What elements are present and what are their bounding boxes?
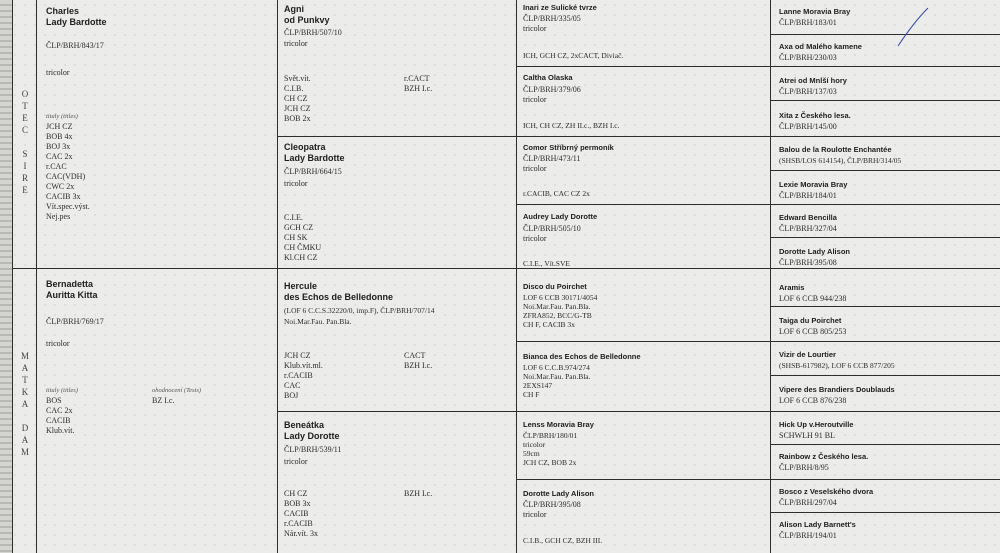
ggp-line: 59cm	[523, 449, 540, 458]
gggp1-name: Axa od Malého kamene	[779, 42, 862, 51]
ggp7-lines	[523, 500, 581, 520]
gp3-color: tricolor	[284, 457, 308, 466]
title-item: Klub.vít.	[46, 426, 75, 435]
ggp-line: ČLP/BRH/505/10	[523, 224, 581, 233]
title-item: JCH CZ	[46, 122, 73, 131]
ggp-line: tricolor	[523, 510, 547, 519]
title-item: r.CACIB	[284, 519, 313, 528]
title-item: BOJ 3x	[46, 142, 71, 151]
sire-letter: S	[22, 149, 28, 159]
gp1-name-1: Cleopatra	[284, 142, 326, 152]
gp0-titles-left	[284, 74, 311, 124]
ggp-line: tricolor	[523, 95, 547, 104]
ggp-line: LOF 6 CCB 30171/4054	[523, 293, 598, 302]
gp2-reg: (LOF 6 C.C.S.32220/0, imp.F), ČLP/BRH/707/14	[284, 306, 435, 315]
dam-titles-heading: tituly (titles)	[46, 387, 78, 394]
dam-reg: ČLP/BRH/769/17	[46, 317, 104, 326]
dam-letter: A	[21, 363, 29, 373]
title-item: CAC 2x	[46, 406, 73, 415]
ggp0-lines	[523, 14, 581, 34]
dam-eval: BZ I.c.	[152, 396, 175, 405]
title-item: GCH CZ	[284, 223, 314, 232]
dam-titles	[46, 396, 74, 436]
grandparent-divider-1	[277, 136, 1000, 137]
gggp7-name: Dorotte Lady Alison	[779, 247, 850, 256]
gggp-divider-4	[770, 237, 1000, 238]
gggp2-reg: ČLP/BRH/137/03	[779, 87, 837, 96]
label-column-line	[36, 0, 37, 553]
gp0-titles-right	[404, 74, 432, 94]
title-item: JCH CZ	[284, 104, 311, 113]
sire-letter: R	[21, 173, 28, 183]
title-item: r.CACT	[404, 74, 430, 83]
gggp-divider-7	[770, 444, 1000, 445]
title-item: BOB 3x	[284, 499, 311, 508]
gp3-reg: ČLP/BRH/539/11	[284, 445, 342, 454]
gggp14-reg: ČLP/BRH/297/04	[779, 498, 837, 507]
title-item: JCH CZ	[284, 351, 311, 360]
gp2-name-2: des Echos de Belledonne	[284, 292, 394, 302]
dam-name-1: Bernadetta	[46, 279, 94, 289]
gggp-divider-5	[770, 306, 1000, 307]
title-item: BZH I.c.	[404, 489, 433, 498]
gggp1-reg: ČLP/BRH/230/03	[779, 53, 837, 62]
title-item: CACIB 3x	[46, 192, 81, 201]
title-item: C.I.E.	[284, 213, 303, 222]
sire-letter: T	[22, 101, 28, 111]
gggp4-name: Balou de la Roulotte Enchantée	[779, 145, 892, 154]
title-item: Klub.vít.ml.	[284, 361, 323, 370]
gggp6-name: Edward Bencilla	[779, 213, 837, 222]
gp0-name-1: Agni	[284, 4, 304, 14]
title-item: BOS	[46, 396, 62, 405]
title-item: Vít.spec.výst.	[46, 202, 90, 211]
gggp0-name: Lanne Moravia Bray	[779, 7, 851, 16]
title-item: BZH I.c.	[404, 361, 433, 370]
sire-titles-heading: tituly (titles)	[46, 113, 78, 120]
grandparent-divider-2	[277, 411, 1000, 412]
gggp11-reg: LOF 6 CCB 876/238	[779, 396, 847, 405]
gggp11-name: Vipere des Brandiers Doublauds	[779, 385, 895, 394]
gggp8-reg: LOF 6 CCB 944/238	[779, 294, 847, 303]
ggp0-titles: ICH, GCH CZ, 2xCACT, Diviač.	[523, 51, 624, 60]
ggp1-lines	[523, 85, 581, 105]
ggp-line: tricolor	[523, 24, 547, 33]
title-item: CAC 2x	[46, 152, 73, 161]
sire-side-label	[16, 88, 34, 196]
dam-color: tricolor	[46, 339, 70, 348]
gp0-reg: ČLP/BRH/507/10	[284, 28, 342, 37]
sire-letter: C	[21, 125, 28, 135]
title-item: r.CAC	[46, 162, 67, 171]
title-item: BZH I.c.	[404, 84, 433, 93]
ggp3-name: Audrey Lady Dorotte	[523, 212, 598, 221]
title-item: CAC(VDH)	[46, 172, 86, 181]
gp1-reg: ČLP/BRH/664/15	[284, 167, 342, 176]
title-item: r.CACIB	[284, 371, 313, 380]
ggp-line: ČLP/BRH/180/01	[523, 431, 578, 440]
outer-left-line	[12, 0, 13, 553]
title-item: CH SK	[284, 233, 308, 242]
ggp-line: ČLP/BRH/473/11	[523, 154, 581, 163]
sire-name-2: Lady Bardotte	[46, 17, 107, 27]
title-item: BOJ	[284, 391, 299, 400]
gp2-titles-right	[404, 351, 432, 371]
gggp6-reg: ČLP/BRH/327/04	[779, 224, 837, 233]
ggp-line: LOF 6 C.C.B.974/274	[523, 363, 590, 372]
gggp12-name: Hick Up v.Heroutville	[779, 420, 854, 429]
ggp-line: ČLP/BRH/335/05	[523, 14, 581, 23]
gggp3-reg: ČLP/BRH/145/00	[779, 122, 837, 131]
ggp-divider-4	[516, 479, 1000, 480]
ggp-line: JCH CZ, BOB 2x	[523, 458, 577, 467]
gp3-name-1: Beneátka	[284, 420, 325, 430]
gp1-titles-left	[284, 213, 321, 263]
gggp4-reg: (SHSB/LOS 614154), ČLP/BRH/314/05	[779, 156, 902, 165]
dam-letter	[16, 410, 34, 422]
sire-letter: E	[22, 185, 28, 195]
gggp8-name: Aramis	[779, 283, 805, 292]
ggp-line: CH F	[523, 390, 540, 399]
ggp4-name: Disco du Poirchet	[523, 282, 587, 291]
dam-letter: M	[20, 351, 29, 361]
dam-letter: M	[20, 447, 29, 457]
gggp10-reg: (SHSB-617982), LOF 6 CCB 877/205	[779, 361, 895, 370]
ggp-line: Noi.Mar.Fau. Pan.Bla.	[523, 302, 591, 311]
dam-name-2: Auritta Kitta	[46, 290, 98, 300]
title-item: C.I.B.	[284, 84, 304, 93]
title-item: CAC	[284, 381, 301, 390]
col1-line	[277, 0, 278, 553]
gggp-divider-3	[770, 170, 1000, 171]
ggp-line: tricolor	[523, 234, 547, 243]
dam-letter: K	[21, 387, 29, 397]
gggp14-name: Bosco z Veselského dvora	[779, 487, 874, 496]
decorative-border	[0, 0, 12, 553]
dam-letter: A	[21, 435, 29, 445]
gggp5-reg: ČLP/BRH/184/01	[779, 191, 837, 200]
sire-color: tricolor	[46, 68, 70, 77]
dam-letter: D	[21, 423, 29, 433]
title-item: CWC 2x	[46, 182, 75, 191]
title-item: Nej.pes	[46, 212, 71, 221]
gp2-color: Noi.Mar.Fau. Pan.Bla.	[284, 317, 352, 326]
ggp-divider-1	[516, 66, 1000, 67]
gggp-divider-2	[770, 100, 1000, 101]
ggp4-lines	[523, 293, 597, 329]
sire-name-1: Charles	[46, 6, 80, 16]
title-item: CACT	[404, 351, 426, 360]
gggp-divider-8	[770, 512, 1000, 513]
sire-titles	[46, 122, 90, 222]
title-item: CACIB	[46, 416, 71, 425]
ggp-line: ZFRA852, BCC/G-TB	[523, 311, 592, 320]
ggp6-lines	[523, 431, 577, 467]
gggp5-name: Lexie Moravia Bray	[779, 180, 848, 189]
ggp6-name: Lenss Moravia Bray	[523, 420, 594, 429]
title-item: CH ČMKU	[284, 243, 322, 252]
title-item: BOB 4x	[46, 132, 73, 141]
ggp3-lines	[523, 224, 581, 244]
ggp-line: Noi.Mar.Fau. Pan.Bla.	[523, 372, 591, 381]
ggp-line: 2EXS147	[523, 381, 553, 390]
pen-mark-icon	[896, 6, 930, 48]
ggp1-titles: ICH, CH CZ, ZH II.c., BZH I.c.	[523, 121, 620, 130]
gggp0-reg: ČLP/BRH/183/01	[779, 18, 837, 27]
ggp-divider-2	[516, 204, 1000, 205]
title-item: CACIB	[284, 509, 309, 518]
dam-eval-heading: ohodnocení (Tests)	[152, 387, 202, 394]
gggp13-reg: ČLP/BRH/8/95	[779, 463, 829, 472]
ggp2-lines	[523, 154, 581, 174]
dam-letter: T	[22, 375, 28, 385]
sire-reg: ČLP/BRH/843/17	[46, 41, 104, 50]
dam-side-label	[16, 350, 34, 458]
gggp2-name: Atrei od Mnlší hory	[779, 76, 847, 85]
gggp3-name: Xita z Českého lesa.	[779, 111, 851, 120]
gggp-divider-1	[770, 34, 1000, 35]
gp3-titles-right	[404, 489, 432, 499]
ggp7-titles: C.I.B., GCH CZ, BZH III.	[523, 536, 603, 545]
title-item: BOB 2x	[284, 114, 311, 123]
gggp13-name: Rainbow z Českého lesa.	[779, 452, 869, 461]
gp1-color: tricolor	[284, 179, 308, 188]
gggp-divider-6	[770, 375, 1000, 376]
ggp5-name: Bianca des Echos de Belledonne	[523, 352, 641, 361]
title-item: CH CZ	[284, 94, 308, 103]
ggp-line: tricolor	[523, 164, 547, 173]
ggp5-lines	[523, 363, 591, 399]
sire-letter: E	[22, 113, 28, 123]
gp0-color: tricolor	[284, 39, 308, 48]
gggp10-name: Vizir de Lourtier	[779, 350, 836, 359]
gggp9-name: Taiga du Poirchet	[779, 316, 842, 325]
ggp2-titles: r.CACIB, CAC CZ 2x	[523, 189, 590, 198]
dam-letter: A	[21, 399, 29, 409]
gggp9-reg: LOF 6 CCB 805/253	[779, 327, 847, 336]
title-item: CH CZ	[284, 489, 308, 498]
ggp1-name: Caltha Olaska	[523, 73, 573, 82]
ggp-line: ČLP/BRH/379/06	[523, 85, 581, 94]
title-item: Svět.vít.	[284, 74, 311, 83]
gp3-titles-left	[284, 489, 318, 539]
ggp3-titles: C.I.E., Vít.SVE	[523, 259, 570, 268]
sire-letter: O	[21, 89, 29, 99]
gp0-name-2: od Punkvy	[284, 15, 330, 25]
ggp7-name: Dorotte Lady Alison	[523, 489, 594, 498]
gggp15-reg: ČLP/BRH/194/01	[779, 531, 837, 540]
gp3-name-2: Lady Dorotte	[284, 431, 340, 441]
gggp15-name: Alison Lady Barnett's	[779, 520, 856, 529]
ggp0-name: Inari ze Sulické tvrze	[523, 3, 597, 12]
ggp-line: CH F, CACIB 3x	[523, 320, 575, 329]
col2-line	[516, 0, 517, 553]
title-item: Nár.vít. 3x	[284, 529, 318, 538]
ggp2-name: Comor Stříbrný permoník	[523, 143, 614, 152]
gp2-titles-left	[284, 351, 323, 401]
title-item: Kl.CH CZ	[284, 253, 318, 262]
gp2-name-1: Hercule	[284, 281, 318, 291]
sire-letter	[16, 136, 34, 148]
ggp-divider-3	[516, 341, 1000, 342]
gggp12-reg: SCHWLH 91 BL	[779, 431, 835, 440]
gp1-name-2: Lady Bardotte	[284, 153, 345, 163]
ggp-line: ČLP/BRH/395/08	[523, 500, 581, 509]
gggp7-reg: ČLP/BRH/395/08	[779, 258, 837, 267]
ggp-line: tricolor	[523, 440, 546, 449]
sire-dam-divider	[12, 268, 1000, 269]
col3-line	[770, 0, 771, 553]
sire-letter: I	[23, 161, 27, 171]
